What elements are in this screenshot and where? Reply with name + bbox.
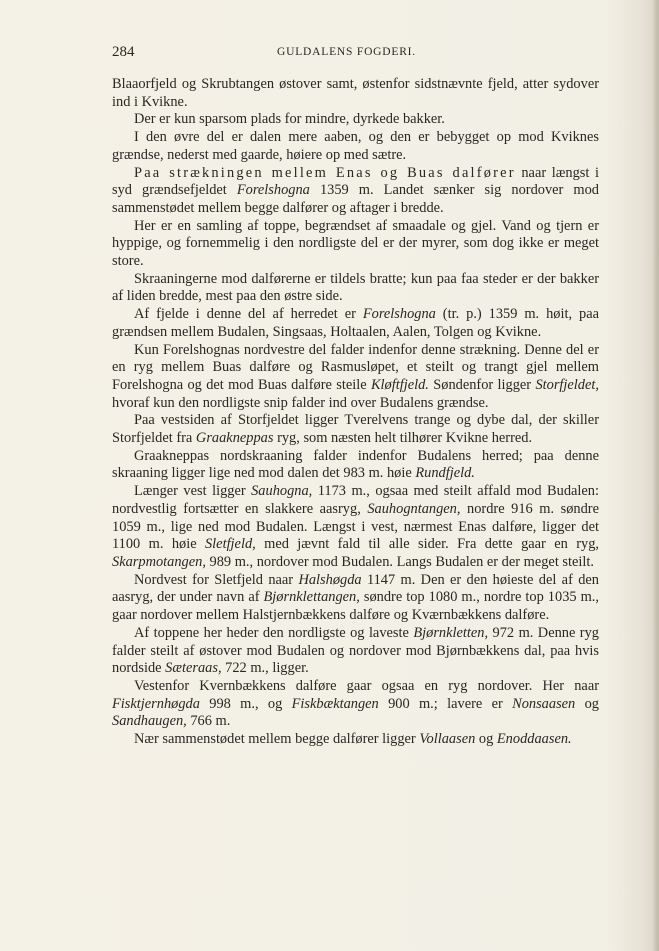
text-run: Der er kun sparsom plads for mindre, dyrkede bakker. bbox=[134, 111, 445, 128]
paragraph bbox=[112, 218, 599, 271]
text-run: Længer vest ligger bbox=[134, 483, 252, 500]
paragraph bbox=[112, 111, 599, 129]
text-run: ryg, som næsten helt tilhører Kvikne herred. bbox=[273, 430, 533, 447]
text-run: I den øvre del er dalen mere aaben, og den er bebygget op mod Kviknes grændse, nederst med gaarde, høiere op med sætre. bbox=[112, 129, 599, 163]
text-run: Af toppene her heder den nordligste og laveste bbox=[134, 624, 414, 641]
place-name: Bjørnkletten, bbox=[413, 624, 489, 641]
paragraph bbox=[112, 342, 599, 413]
running-title: GULDALENS FOGDERI. bbox=[277, 46, 416, 58]
place-name: Forelshogna bbox=[236, 182, 310, 199]
place-name: Forelshogna bbox=[362, 306, 436, 323]
paragraph bbox=[112, 412, 599, 447]
paragraph bbox=[112, 483, 599, 572]
place-name: Kløftfjeld. bbox=[370, 376, 429, 393]
paragraph bbox=[112, 448, 599, 483]
text-run: naar længst i syd grændsefjeldet bbox=[112, 164, 600, 199]
place-name: Sletfjeld, bbox=[204, 536, 256, 553]
text-run: Nær sammenstødet mellem begge dalfører ligger bbox=[134, 731, 420, 748]
text-run: søndre top 1080 m., nordre top 1035 m., gaar nordover mellem Halstjernbækkens dalføre og Kværnbækkens dalføre. bbox=[112, 589, 599, 624]
text-run: 1359 m. Landet sænker sig nordover mod sammenstødet mellem begge dalfører og aftager i bredde. bbox=[112, 182, 599, 216]
text-run: Vestenfor Kvernbækkens dalføre gaar ogsaa en ryg nordover. Her naar bbox=[134, 677, 599, 694]
text-run: Blaaorfjeld og Skrubtangen østover samt, østenfor sidstnævnte fjeld, atter sydover ind i Kvikne. bbox=[112, 76, 599, 110]
page-number: 284 bbox=[112, 44, 135, 60]
place-name: Nonsaasen bbox=[512, 695, 576, 712]
page-edge bbox=[653, 0, 659, 951]
place-name: Sæteraas, bbox=[165, 660, 222, 677]
place-name: Fiskbæktangen bbox=[291, 695, 379, 712]
text-run: og bbox=[475, 731, 497, 748]
emphasized-text: Paa strækningen mellem Enas og Buas dalfører bbox=[134, 164, 516, 181]
text-run: 766 m. bbox=[186, 713, 231, 730]
text-run: Skraaningerne mod dalførerne er tildels bratte; kun paa faa steder er der bakker af liden bredde, mest paa den østre side. bbox=[112, 270, 599, 305]
paragraph bbox=[112, 572, 599, 625]
text-run: 972 m. Denne ryg falder steilt af østover mod Budalen og nordover mod Bjørnbækkens dal, paa hvis nordside bbox=[112, 624, 599, 677]
text-run: (tr. p.) 1359 m. høit, paa grændsen mellem Budalen, Singsaas, Holtaalen, Aalen, Tolgen og Kvikne. bbox=[112, 306, 599, 340]
paragraph bbox=[112, 271, 599, 306]
text-run: og bbox=[575, 695, 599, 712]
text-run: hvoraf kun den nordligste snip falder ind over Budalens grændse. bbox=[112, 394, 489, 411]
text-run: 900 m.; lavere er bbox=[378, 695, 513, 712]
paragraph bbox=[112, 678, 599, 731]
text-run: 722 m., ligger. bbox=[221, 660, 309, 677]
place-name: Sauhogna, bbox=[251, 483, 313, 500]
paragraph bbox=[112, 76, 599, 111]
place-name: Sauhogntangen, bbox=[367, 500, 461, 517]
paragraph bbox=[112, 129, 599, 164]
text-run: 1173 m., ogsaa med steilt affald mod Budalen: nordvestlig fortsætter en slakkere aasryg, bbox=[112, 483, 599, 517]
place-name: Enoddaasen. bbox=[496, 731, 572, 748]
paragraph bbox=[112, 731, 599, 749]
place-name: Halshøgda bbox=[298, 571, 362, 588]
place-name: Sandhaugen, bbox=[112, 713, 187, 730]
text-run: 989 m., nordover mod Budalen. Langs Budalen er der meget steilt. bbox=[205, 553, 594, 570]
text-run: Graakneppas nordskraaning falder indenfor Budalens herred; paa denne skraaning ligger lige ned mod dalen det 983 m. høie bbox=[112, 447, 599, 482]
place-name: Fisktjernhøgda bbox=[112, 695, 200, 712]
place-name: Bjørnklettangen, bbox=[263, 589, 360, 606]
text-run: 998 m., og bbox=[199, 695, 292, 712]
place-name: Vollaasen bbox=[419, 731, 476, 748]
text-run: med jævnt fald til alle sider. Fra dette gaar en ryg, bbox=[255, 536, 599, 553]
paragraph bbox=[112, 625, 599, 678]
text-run: Her er en samling af toppe, begrændset af smaadale og gjel. Vand og tjern er hyppige, og fornemmelig i den nordligste del er der myrer, som dog ikke er meget store. bbox=[112, 217, 599, 270]
text-run: 1147 m. Den er den høieste del af den aasryg, der under navn af bbox=[112, 571, 599, 606]
place-name: Rundfjeld. bbox=[415, 465, 475, 482]
body-text bbox=[112, 76, 599, 749]
paragraph bbox=[112, 165, 599, 218]
paragraph bbox=[112, 306, 599, 341]
text-run: Af fjelde i denne del af herredet er bbox=[134, 306, 363, 323]
place-name: Storfjeldet, bbox=[535, 376, 599, 393]
text-run: Nordvest for Sletfjeld naar bbox=[134, 571, 299, 588]
text-run: Kun Forelshognas nordvestre del falder indenfor denne strækning. Denne del er en ryg mellem Buas dalføre og Rasmusløpet, et steilt og trangt gjel mellem Forelshogna og det mod Buas dalføre steile bbox=[112, 341, 599, 393]
text-run: Søndenfor ligger bbox=[428, 376, 536, 393]
place-name: Graakneppas bbox=[195, 430, 274, 447]
text-run: Paa vestsiden af Storfjeldet ligger Tverelvens trange og dybe dal, der skiller Storfjeldet fra bbox=[112, 412, 599, 447]
place-name: Skarpmotangen, bbox=[112, 553, 206, 570]
page-header bbox=[112, 44, 602, 64]
text-run: nordre 916 m. søndre 1059 m., lige ned mod Budalen. Længst i vest, nærmest Enas dalføre, ligger det 1100 m. høie bbox=[112, 500, 599, 553]
